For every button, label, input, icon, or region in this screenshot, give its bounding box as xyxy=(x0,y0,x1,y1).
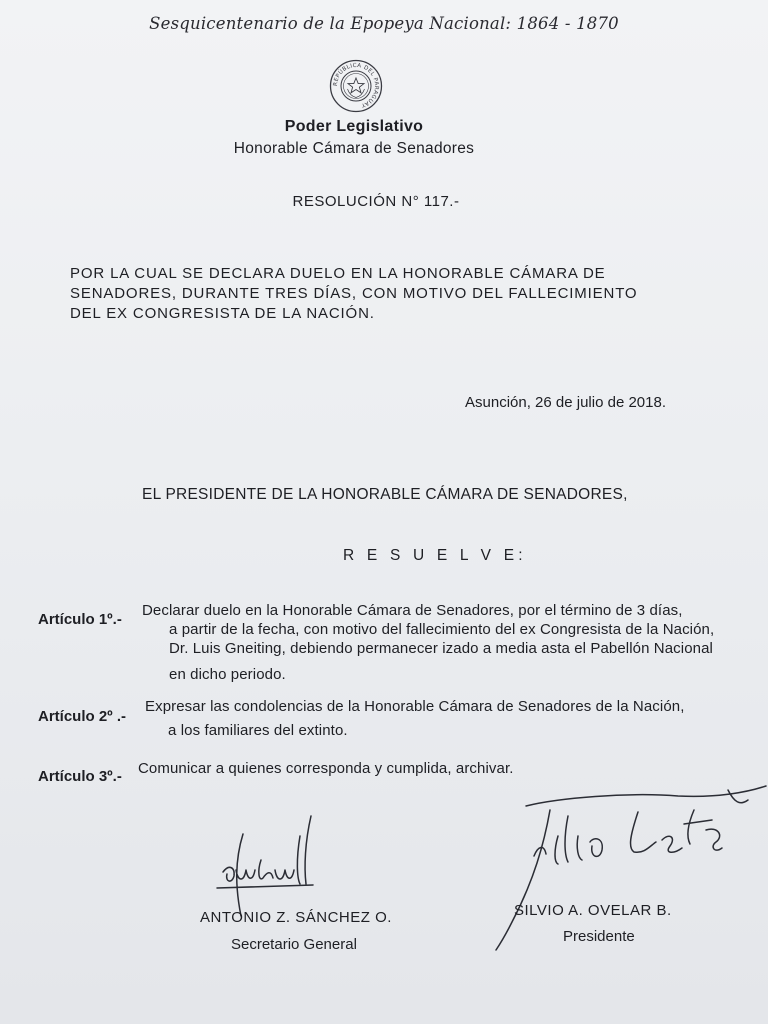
national-seal-icon xyxy=(329,59,383,113)
seal-text: REPÚBLICA DEL PARAGUAY xyxy=(332,62,380,109)
article-label: Artículo 1º.- xyxy=(38,611,122,628)
article-label: Artículo 3º.- xyxy=(38,768,122,785)
secretary-name: ANTONIO Z. SÁNCHEZ O. xyxy=(200,909,392,926)
header-motto: Sesquicentenario de la Epopeya Nacional: 1864 - 1870 xyxy=(149,14,619,33)
article-text-line: Dr. Luis Gneiting, debiendo permanecer izado a media asta el Pabellón Nacional xyxy=(169,640,713,657)
article-text-line: a los familiares del extinto. xyxy=(168,722,348,739)
article-text-line: Expresar las condolencias de la Honorable Cámara de Senadores de la Nación, xyxy=(145,698,685,715)
resolution-title-line: SENADORES, DURANTE TRES DÍAS, CON MOTIVO DEL FALLECIMIENTO xyxy=(70,285,638,302)
chamber-title: Honorable Cámara de Senadores xyxy=(233,140,475,157)
article-label: Artículo 2º .- xyxy=(38,708,126,725)
article-text-line: en dicho periodo. xyxy=(169,666,286,683)
president-role: Presidente xyxy=(563,928,635,945)
resolves-heading: R E S U E L V E: xyxy=(343,547,527,564)
resolution-title-line: DEL EX CONGRESISTA DE LA NACIÓN. xyxy=(70,305,375,322)
article-text-line: Comunicar a quienes corresponda y cumplida, archivar. xyxy=(138,760,514,777)
secretary-signature-icon xyxy=(205,812,345,922)
article-text-line: Declarar duelo en la Honorable Cámara de Senadores, por el término de 3 días, xyxy=(142,602,683,619)
president-name: SILVIO A. OVELAR B. xyxy=(514,902,672,919)
resolution-number: RESOLUCIÓN N° 117.- xyxy=(292,193,460,210)
resolution-title-line: POR LA CUAL SE DECLARA DUELO EN LA HONORABLE CÁMARA DE xyxy=(70,265,606,282)
svg-text:REPÚBLICA DEL PARAGUAY xyxy=(333,63,379,108)
article-text-line: a partir de la fecha, con motivo del fallecimiento del ex Congresista de la Nación, xyxy=(169,621,715,638)
preamble: EL PRESIDENTE DE LA HONORABLE CÁMARA DE SENADORES, xyxy=(142,486,628,503)
organization-title: Poder Legislativo xyxy=(284,118,424,135)
place-date: Asunción, 26 de julio de 2018. xyxy=(465,394,666,411)
secretary-role: Secretario General xyxy=(231,936,357,953)
